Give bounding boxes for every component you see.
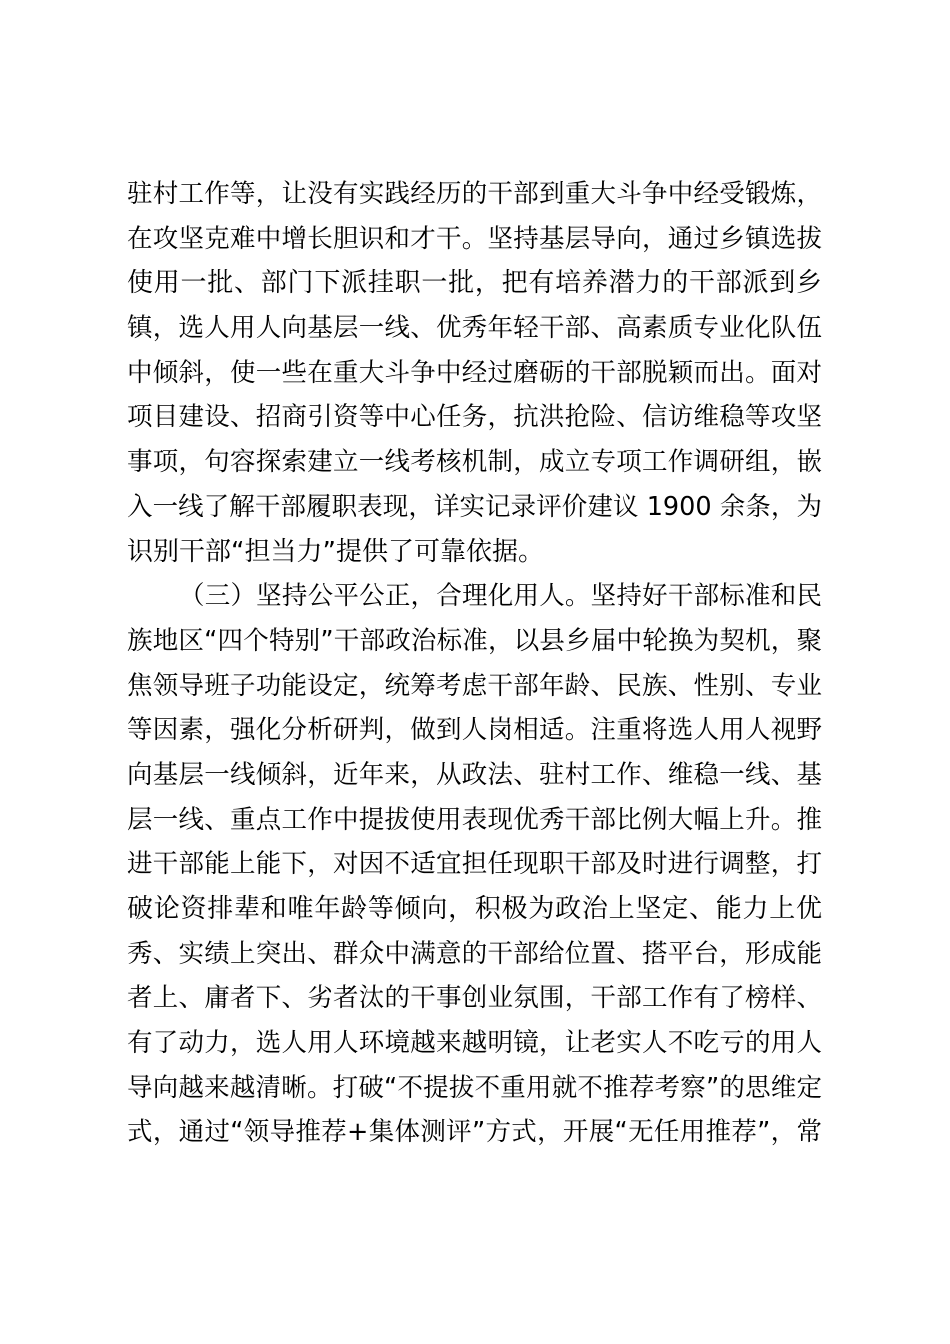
text-line: 导向越来越清晰。打破“不提拔不重用就不推荐考察”的思维定 xyxy=(127,1072,822,1103)
text-line: 向基层一线倾斜，近年来，从政法、驻村工作、维稳一线、基 xyxy=(127,759,822,790)
text-line: 破论资排辈和唯年龄等倾向，积极为政治上坚定、能力上优 xyxy=(127,894,822,924)
text-line: 镇，选人用人向基层一线、优秀年轻干部、高素质专业化队伍 xyxy=(127,313,822,344)
text-line: 焦领导班子功能设定，统筹考虑干部年龄、民族、性别、专业 xyxy=(127,670,822,701)
text-line: 者上、庸者下、劣者汰的干事创业氛围，干部工作有了榜样、 xyxy=(127,983,822,1014)
text-line: 入一线了解干部履职表现，详实记录评价建议 1900 余条，为 xyxy=(127,491,822,522)
text-line: 中倾斜，使一些在重大斗争中经过磨砺的干部脱颖而出。面对 xyxy=(127,357,822,388)
text-line: 项目建设、招商引资等中心任务，抗洪抢险、信访维稳等攻坚 xyxy=(127,402,822,433)
text-line: 式，通过“领导推荐+集体测评”方式，开展“无任用推荐”，常 xyxy=(127,1117,822,1148)
text-line: 驻村工作等，让没有实践经历的干部到重大斗争中经受锻炼， xyxy=(127,179,822,209)
text-line: 使用一批、部门下派挂职一批，把有培养潜力的干部派到乡 xyxy=(127,268,822,299)
text-line: 事项，句容探索建立一线考核机制，成立专项工作调研组，嵌 xyxy=(127,447,822,478)
text-line: 族地区“四个特别”干部政治标准，以县乡届中轮换为契机，聚 xyxy=(127,625,822,656)
section-heading-line: （三）坚持公平公正，合理化用人。坚持好干部标准和民 xyxy=(179,581,822,612)
text-line: 识别干部“担当力”提供了可靠依据。 xyxy=(127,536,544,567)
text-line: 有了动力，选人用人环境越来越明镜，让老实人不吃亏的用人 xyxy=(127,1028,822,1059)
paragraph-continued xyxy=(127,172,822,574)
text-line: 秀、实绩上突出、群众中满意的干部给位置、搭平台，形成能 xyxy=(127,938,822,969)
body-text xyxy=(127,172,822,1155)
text-line: 等因素，强化分析研判，做到人岗相适。注重将选人用人视野 xyxy=(127,715,822,746)
text-line: 进干部能上能下，对因不适宜担任现职干部及时进行调整，打 xyxy=(127,849,822,880)
text-line: 在攻坚克难中增长胆识和才干。坚持基层导向，通过乡镇选拔 xyxy=(127,223,822,254)
paragraph-section-3 xyxy=(127,574,822,1155)
text-line: 层一线、重点工作中提拔使用表现优秀干部比例大幅上升。推 xyxy=(127,804,822,835)
